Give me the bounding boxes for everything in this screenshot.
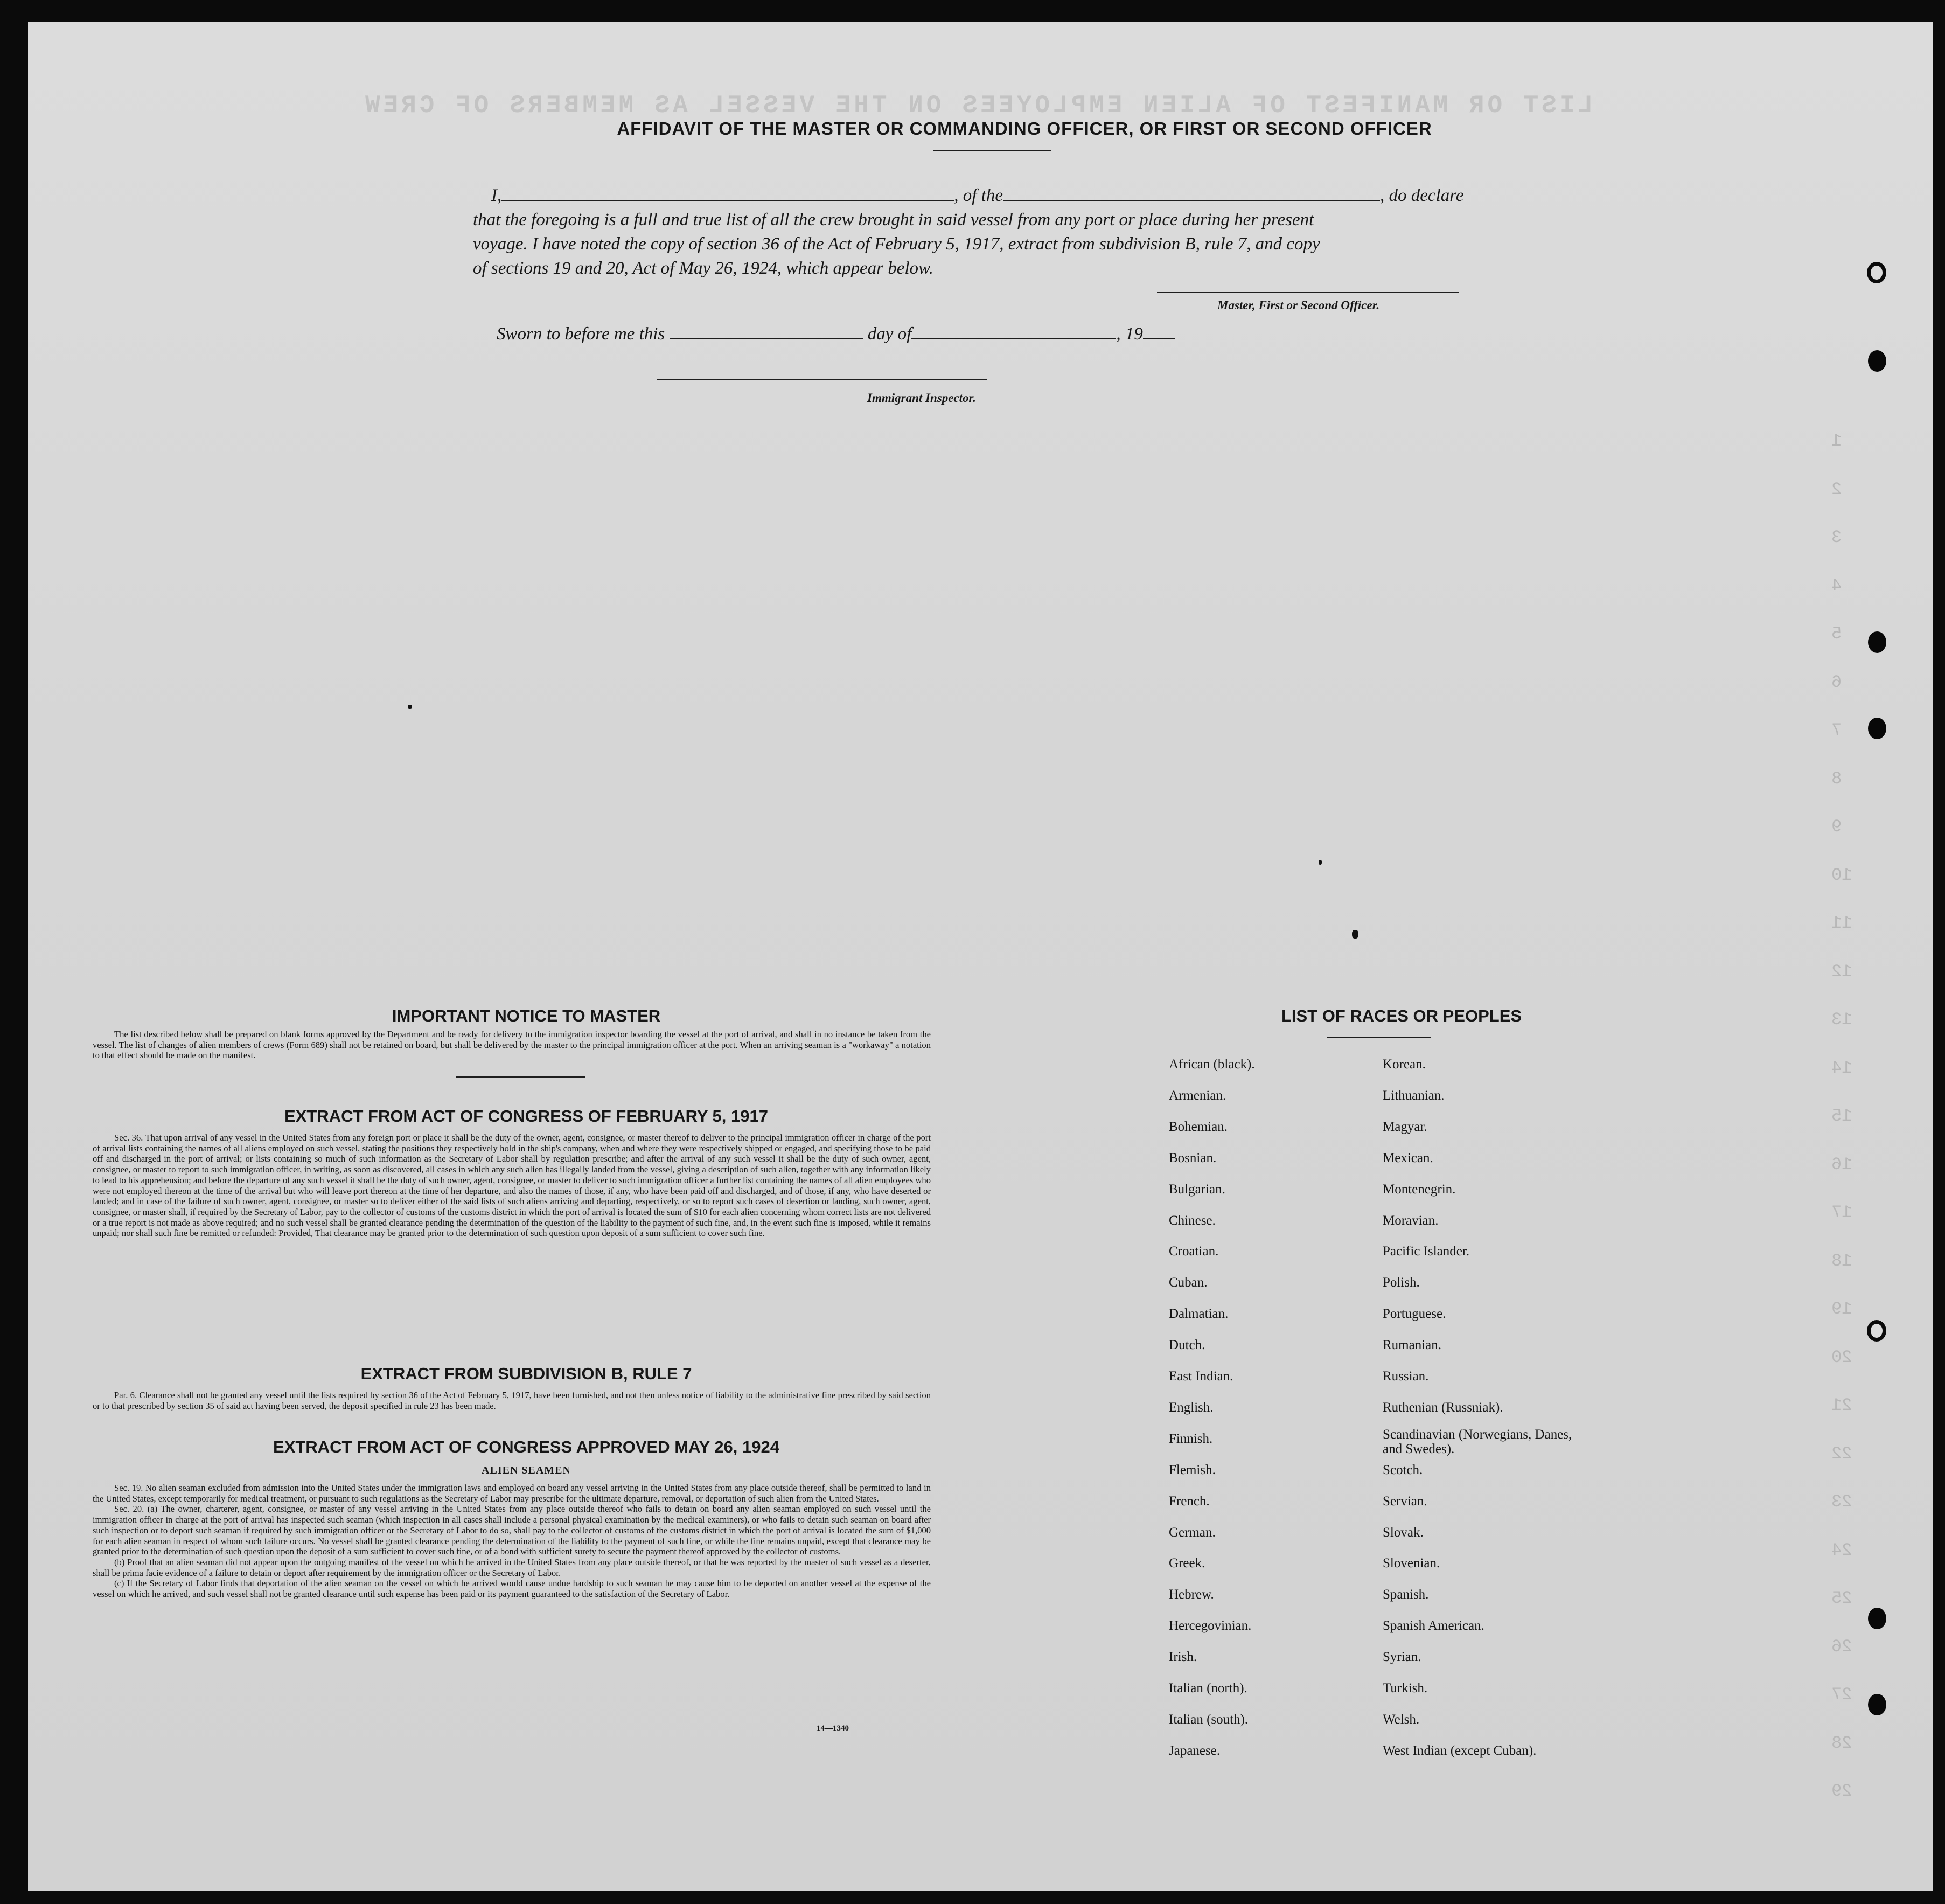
bleed-through-row-number: 13 [1831, 1010, 1852, 1030]
race-item: Pacific Islander. [1383, 1244, 1470, 1259]
affidavit-body-2: voyage. I have noted the copy of section 36 of the Act of February 5, 1917, extract from subdivision B, rule 7, and copy [473, 234, 1320, 254]
declarant-prefix: I, [491, 186, 502, 205]
of-the-text: , of the [954, 186, 1003, 205]
sworn-day-field[interactable] [670, 325, 863, 339]
year-text: , 19 [1116, 324, 1143, 344]
master-signature-label: Master, First or Second Officer. [1217, 298, 1380, 312]
day-of-text: day of [867, 324, 912, 344]
section-19-text: Sec. 19. No alien seaman excluded from admission into the United States under the immigration laws and employed on board any vessel arriving in the United States from any place outside thereof, shall be permitted to land in the United States, except temporarily for medical treatment, or pursuant to such regulations as the Secretary of Labor may prescribe for the ultimate departure, removal, or deportation of such alien from the United States. [93, 1483, 931, 1504]
bleed-through-row-number: 23 [1831, 1492, 1852, 1512]
races-title: LIST OF RACES OR PEOPLES [1281, 1006, 1522, 1025]
ink-mark [1319, 860, 1322, 865]
do-declare-text: , do declare [1379, 186, 1464, 205]
race-item: African (black). [1169, 1057, 1255, 1072]
affidavit-title: AFFIDAVIT OF THE MASTER OR COMMANDING OFFICER, OR FIRST OR SECOND OFFICER [617, 119, 1432, 138]
bleed-through-row-number: 19 [1831, 1299, 1852, 1319]
bleed-through-row-number: 28 [1831, 1733, 1852, 1753]
notice-title: IMPORTANT NOTICE TO MASTER [392, 1006, 661, 1025]
vessel-name-field[interactable] [1003, 187, 1380, 201]
race-item: Turkish. [1383, 1681, 1428, 1695]
alien-seamen-subtitle: ALIEN SEAMEN [482, 1464, 571, 1476]
affidavit-body-3: of sections 19 and 20, Act of May 26, 1924, which appear below. [473, 259, 933, 278]
inspector-signature-line[interactable] [657, 379, 987, 380]
bleed-through-row-number: 14 [1831, 1058, 1852, 1078]
race-item: Korean. [1383, 1057, 1426, 1072]
bleed-through-row-number: 17 [1831, 1203, 1852, 1222]
race-item: Mexican. [1383, 1150, 1433, 1165]
race-item: Lithuanian. [1383, 1088, 1445, 1103]
race-item: German. [1169, 1525, 1216, 1540]
race-item: Syrian. [1383, 1650, 1421, 1665]
race-item: Bohemian. [1169, 1119, 1228, 1134]
extract-1917-title: EXTRACT FROM ACT OF CONGRESS OF FEBRUARY 5, 1917 [284, 1107, 768, 1125]
race-item: Servian. [1383, 1493, 1427, 1509]
bleed-through-row-number: 27 [1831, 1685, 1852, 1705]
bleed-through-row-number: 4 [1831, 575, 1842, 596]
binder-hole [1868, 350, 1886, 372]
bleed-through-row-number: 9 [1831, 817, 1842, 837]
race-item: Flemish. [1169, 1462, 1216, 1477]
binder-hole [1868, 1608, 1886, 1629]
title-underline [933, 150, 1051, 151]
race-item: Cuban. [1169, 1275, 1208, 1290]
section-20c-text: (c) If the Secretary of Labor finds that deportation of the alien seaman on the vessel on which he arrived would cause undue hardship to such seaman he may cause him to be deported on another vessel at the expense of the vessel on which he arrived, and such vessel shall not be granted clearance until such expense has been paid or its payment guaranteed to the satisfaction of the Secretary of Labor. [93, 1578, 931, 1600]
binder-hole [1867, 262, 1886, 283]
inspector-signature-label: Immigrant Inspector. [867, 391, 976, 405]
bleed-through-row-number: 6 [1831, 672, 1842, 692]
extract-1924-title: EXTRACT FROM ACT OF CONGRESS APPROVED MAY 26, 1924 [273, 1437, 779, 1456]
sworn-line [497, 324, 1175, 344]
race-item: Spanish American. [1383, 1618, 1484, 1634]
race-item: Slovak. [1383, 1525, 1424, 1540]
race-item: Hebrew. [1169, 1587, 1214, 1602]
race-item: Rumanian. [1383, 1338, 1442, 1353]
race-item: East Indian. [1169, 1369, 1233, 1384]
bleed-through-row-number: 8 [1831, 768, 1842, 789]
bleed-through-row-number: 5 [1831, 624, 1842, 644]
binder-hole [1868, 1694, 1886, 1715]
bleed-through-row-number: 26 [1831, 1636, 1852, 1657]
extract-1924-text [93, 1483, 931, 1600]
bleed-through-row-number: 15 [1831, 1106, 1852, 1126]
race-item: Welsh. [1383, 1712, 1420, 1727]
race-item: Ruthenian (Russniak). [1383, 1400, 1503, 1415]
race-item: Slovenian. [1383, 1556, 1440, 1571]
race-item: Bulgarian. [1169, 1182, 1225, 1197]
bleed-through-row-number: 1 [1831, 431, 1842, 451]
race-item: Polish. [1383, 1275, 1420, 1290]
bleed-through-row-number: 7 [1831, 720, 1842, 740]
race-item: Hercegovinian. [1169, 1618, 1252, 1634]
race-item: Dalmatian. [1169, 1307, 1229, 1322]
race-item: Moravian. [1383, 1213, 1439, 1228]
race-item: Greek. [1169, 1556, 1205, 1571]
race-item: English. [1169, 1400, 1214, 1415]
bleed-through-row-number: 11 [1831, 913, 1852, 933]
bleed-through-row-number: 29 [1831, 1781, 1852, 1801]
bleed-through-row-number: 21 [1831, 1395, 1852, 1415]
race-item: Scandinavian (Norwegians, Danes, and Swedes). [1383, 1427, 1572, 1456]
notice-text: The list described below shall be prepared on blank forms approved by the Department and be ready for delivery to the immigration inspector boarding the vessel at the port of arrival, and shall in no instance be taken from the vessel. The list of changes of alien members of crews (Form 689) shall not be retained on board, but shall be delivered by the master to the principal immigration officer at the port. When an arriving seaman is a "workaway" a notation to that effect should be made on the manifest. [93, 1029, 931, 1061]
binder-hole [1868, 631, 1886, 653]
ink-mark [1352, 930, 1358, 939]
races-underline [1327, 1037, 1431, 1038]
race-item: Finnish. [1169, 1431, 1213, 1446]
ink-mark [408, 705, 412, 709]
race-item: Chinese. [1169, 1213, 1216, 1228]
declarant-name-field[interactable] [501, 187, 954, 201]
sworn-month-field[interactable] [911, 325, 1116, 339]
extract-1917-text: Sec. 36. That upon arrival of any vessel in the United States from any foreign port or place it shall be the duty of the owner, agent, consignee, or master thereof to deliver to the principal immigration officer in charge of the port of arrival lists containing the names of all aliens employed on such vessel, stating the positions they respectively hold in the ship's company, when and where they were respectively shipped or engaged, and specifying those to be paid off and discharged in the port of arrival; or lists containing so much of such information as the Secretary of Labor shall by regulation prescribe; and after the arrival of any such vessel it shall be the duty of such owner, agent, consignee, or master to report to such immigration officer, in writing, as soon as discovered, all cases in which any such alien has illegally landed from the vessel, giving a description of such alien, together with any information likely to lead to his apprehension; and before the departure of any such vessel it shall be the duty of such owner, agent, consignee, or master to deliver to such immigration officer a further list containing the names of all alien employees who were not employed thereon at the time of the arrival but who will leave port thereon at the time of her departure, and also the names of those, if any, who have been paid off and discharged, and of those, if any, who have deserted or landed; and in case of the failure of such owner, agent, consignee, or master so to deliver either of the said lists of such aliens arriving and departing, respectively, or so to report such cases of desertion or landing, such owner, agent, consignee, or master shall, if required by the Secretary of Labor, pay to the collector of customs of the customs district in which the port of arrival is located the sum of $10 for each alien concerning whom correct lists are not delivered or a true report is not made as above required; and no such vessel shall be granted clearance pending the determination of the question of the liability to the payment of such fine, and, in the event such fine is imposed, while it remains unpaid; nor shall such fine be remitted or refunded: Provided, That clearance may be granted prior to the determination of such question upon deposit of a sum sufficient to cover such fine. [93, 1132, 931, 1239]
divider [456, 1076, 585, 1078]
bleed-through-row-number: 2 [1831, 479, 1842, 499]
race-item: Portuguese. [1383, 1307, 1446, 1322]
sworn-text: Sworn to before me this [497, 324, 665, 344]
section-20a-text: Sec. 20. (a) The owner, charterer, agent, consignee, or master of any vessel arriving in the United States from any place outside thereof who fails to detain on board any alien seaman employed on such vessel until the immigration officer in charge at the port of arrival has inspected such seaman (which inspection in all cases shall include a personal physical examination by the medical examiners), or who fails to detain such seaman on board after such inspection or to deport such seaman if required by such immigration officer or the Secretary of Labor to do so, shall pay to the collector of customs of the customs district in which the port of arrival is located the sum of $1,000 for each alien seaman in respect of whom such failure occurs. No vessel shall be granted clearance pending the determination of the liability to the payment of such fine, or while the fine remains unpaid, except that clearance may be granted prior to the determination of such question upon the deposit of a sum sufficient to cover such fine, or of a bond with sufficient surety to secure the payment thereof approved by the collector of customs. [93, 1504, 931, 1557]
race-item: Bosnian. [1169, 1150, 1217, 1165]
bleed-through-row-number: 22 [1831, 1443, 1852, 1464]
section-20b-text: (b) Proof that an alien seaman did not appear upon the outgoing manifest of the vessel on which he arrived in the United States from any place outside thereof, or that he was reported by the master of such vessel as a deserter, shall be prima facie evidence of a failure to detain or deport after requirement by the immigration officer or the Secretary of Labor. [93, 1556, 931, 1578]
form-number: 14—1340 [817, 1724, 849, 1733]
race-item: French. [1169, 1493, 1210, 1509]
bleed-through-row-number: 10 [1831, 865, 1852, 885]
race-item: Croatian. [1169, 1244, 1219, 1259]
master-signature-line[interactable] [1157, 292, 1459, 293]
race-item: Japanese. [1169, 1743, 1221, 1758]
bleed-through-row-number: 20 [1831, 1347, 1852, 1367]
race-item: Russian. [1383, 1369, 1429, 1384]
race-item: Magyar. [1383, 1119, 1427, 1134]
bleed-through-row-number: 24 [1831, 1540, 1852, 1560]
document-page [28, 22, 1933, 1891]
binder-hole [1867, 1320, 1886, 1342]
race-item: Spanish. [1383, 1587, 1429, 1602]
race-item: Scotch. [1383, 1462, 1423, 1477]
rule7-text: Par. 6. Clearance shall not be granted any vessel until the lists required by section 36 of the Act of February 5, 1917, have been furnished, and not then unless notice of liability to the administrative fine prescribed by said section or to that prescribed by section 35 of said act having been served, the deposit specified in rule 23 has been made. [93, 1390, 931, 1411]
race-item: Italian (north). [1169, 1681, 1247, 1695]
binder-hole [1868, 718, 1886, 739]
sworn-year-field[interactable] [1143, 325, 1175, 339]
bleed-through-header: LIST OR MANIFEST OF ALIEN EMPLOYEES ON THE VESSEL AS MEMBERS OF CREW [362, 92, 1593, 120]
affidavit-line-1 [491, 186, 1463, 206]
bleed-through-row-number: 12 [1831, 961, 1852, 982]
race-item: Irish. [1169, 1650, 1197, 1665]
race-item: Italian (south). [1169, 1712, 1249, 1727]
affidavit-body-1: that the foregoing is a full and true list of all the crew brought in said vessel from any port or place during her present [473, 210, 1314, 230]
race-item: Dutch. [1169, 1338, 1205, 1353]
bleed-through-row-number: 25 [1831, 1588, 1852, 1608]
bleed-through-row-number: 3 [1831, 527, 1842, 547]
bleed-through-row-number: 18 [1831, 1250, 1852, 1271]
bleed-through-row-number: 16 [1831, 1154, 1852, 1175]
race-item: West Indian (except Cuban). [1383, 1743, 1537, 1758]
rule7-title: EXTRACT FROM SUBDIVISION B, RULE 7 [360, 1364, 692, 1383]
race-item: Montenegrin. [1383, 1182, 1456, 1197]
race-item: Armenian. [1169, 1088, 1226, 1103]
